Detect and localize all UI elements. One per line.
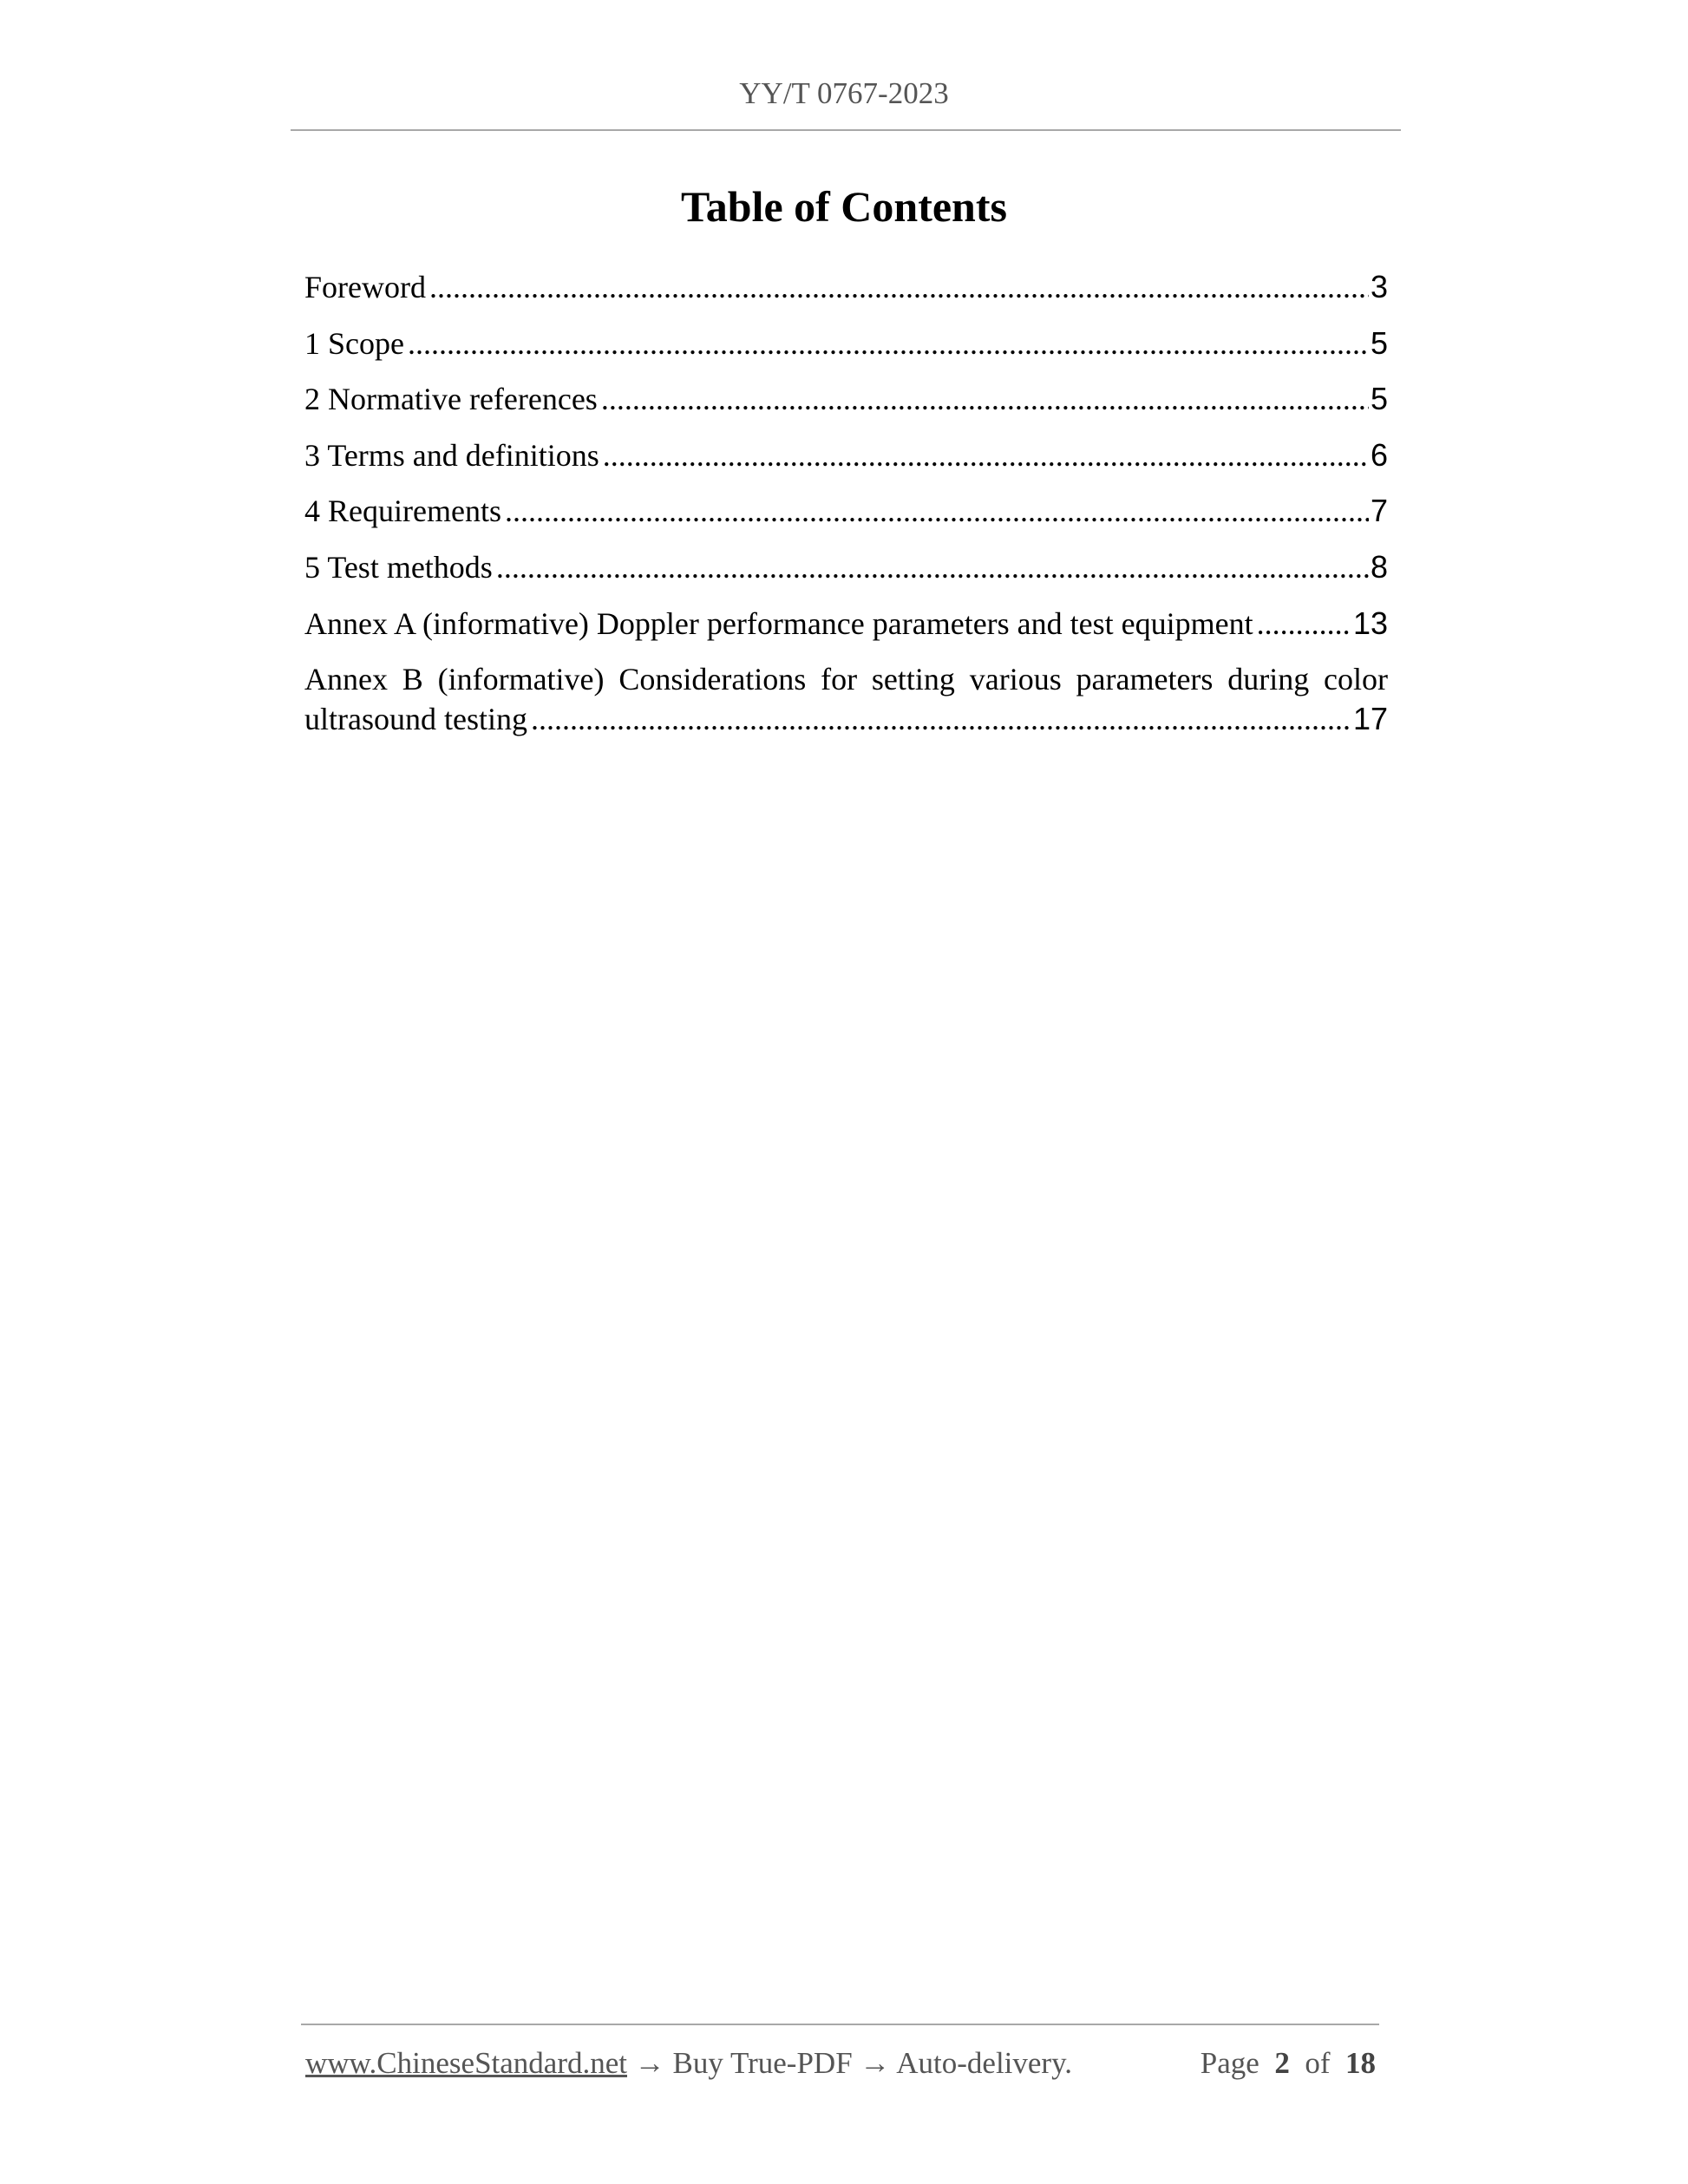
toc-entry-label: 5 Test methods bbox=[304, 549, 493, 585]
current-page: 2 bbox=[1274, 2046, 1290, 2080]
toc-entry-terms-and-definitions[interactable] bbox=[304, 428, 1388, 484]
toc-entry-requirements[interactable] bbox=[304, 483, 1388, 539]
toc-entry-annex-b[interactable] bbox=[304, 659, 1388, 739]
toc-entry-scope[interactable] bbox=[304, 316, 1388, 372]
running-header: YY/T 0767-2023 bbox=[739, 76, 949, 110]
toc-entry-label: Annex A (informative) Doppler performance parameters and test equipment bbox=[304, 605, 1253, 641]
toc-entry-page: 13 bbox=[1352, 605, 1388, 641]
toc-entry-label: 2 Normative references bbox=[304, 382, 598, 417]
toc-entry-page: 3 bbox=[1370, 269, 1388, 304]
toc-dot-leader bbox=[505, 483, 1369, 539]
toc-dot-leader bbox=[531, 699, 1351, 739]
toc-entry-label: 1 Scope bbox=[304, 325, 404, 361]
toc-dot-leader bbox=[1257, 596, 1351, 652]
of-word: of bbox=[1305, 2046, 1331, 2080]
arrow-right-icon: → bbox=[634, 2046, 665, 2080]
toc-entry-label-line2: ultrasound testing bbox=[304, 702, 527, 737]
toc-entry-page: 17 bbox=[1352, 701, 1388, 737]
toc-entry-normative-references[interactable] bbox=[304, 371, 1388, 428]
toc-entry-label: Foreword bbox=[304, 270, 426, 304]
toc-dot-leader bbox=[429, 259, 1369, 316]
toc-dot-leader bbox=[603, 428, 1369, 484]
toc-entry-page: 6 bbox=[1370, 436, 1388, 473]
total-pages: 18 bbox=[1345, 2046, 1376, 2080]
table-of-contents bbox=[304, 259, 1388, 739]
toc-entry-label-line2-row bbox=[304, 699, 1388, 739]
footer-promo bbox=[305, 2044, 1072, 2083]
website-link[interactable]: www.ChineseStandard.net bbox=[305, 2046, 627, 2080]
footer-divider bbox=[301, 2024, 1379, 2025]
toc-dot-leader bbox=[601, 371, 1369, 428]
toc-dot-leader bbox=[496, 539, 1369, 596]
toc-entry-annex-a[interactable] bbox=[304, 596, 1388, 652]
toc-entry-label: 4 Requirements bbox=[304, 494, 501, 529]
toc-entry-page: 5 bbox=[1370, 324, 1388, 361]
toc-entry-label: 3 Terms and definitions bbox=[304, 437, 599, 473]
footer-step-delivery: Auto-delivery. bbox=[896, 2046, 1073, 2080]
toc-title: Table of Contents bbox=[681, 182, 1007, 231]
footer-step-buy: Buy True-PDF bbox=[672, 2046, 853, 2080]
toc-entry-label-line1: Annex B (informative) Considerations for setting various parameters during color bbox=[304, 662, 1388, 697]
toc-entry-page: 5 bbox=[1370, 381, 1388, 417]
arrow-right-icon: → bbox=[860, 2046, 891, 2080]
toc-entry-test-methods[interactable] bbox=[304, 539, 1388, 596]
toc-entry-foreword[interactable] bbox=[304, 259, 1388, 316]
toc-entry-page: 8 bbox=[1370, 548, 1388, 585]
toc-dot-leader bbox=[408, 316, 1369, 372]
page-word: Page bbox=[1200, 2046, 1259, 2080]
toc-entry-page: 7 bbox=[1370, 493, 1388, 529]
page-number bbox=[1201, 2044, 1376, 2083]
header-divider bbox=[291, 129, 1401, 131]
